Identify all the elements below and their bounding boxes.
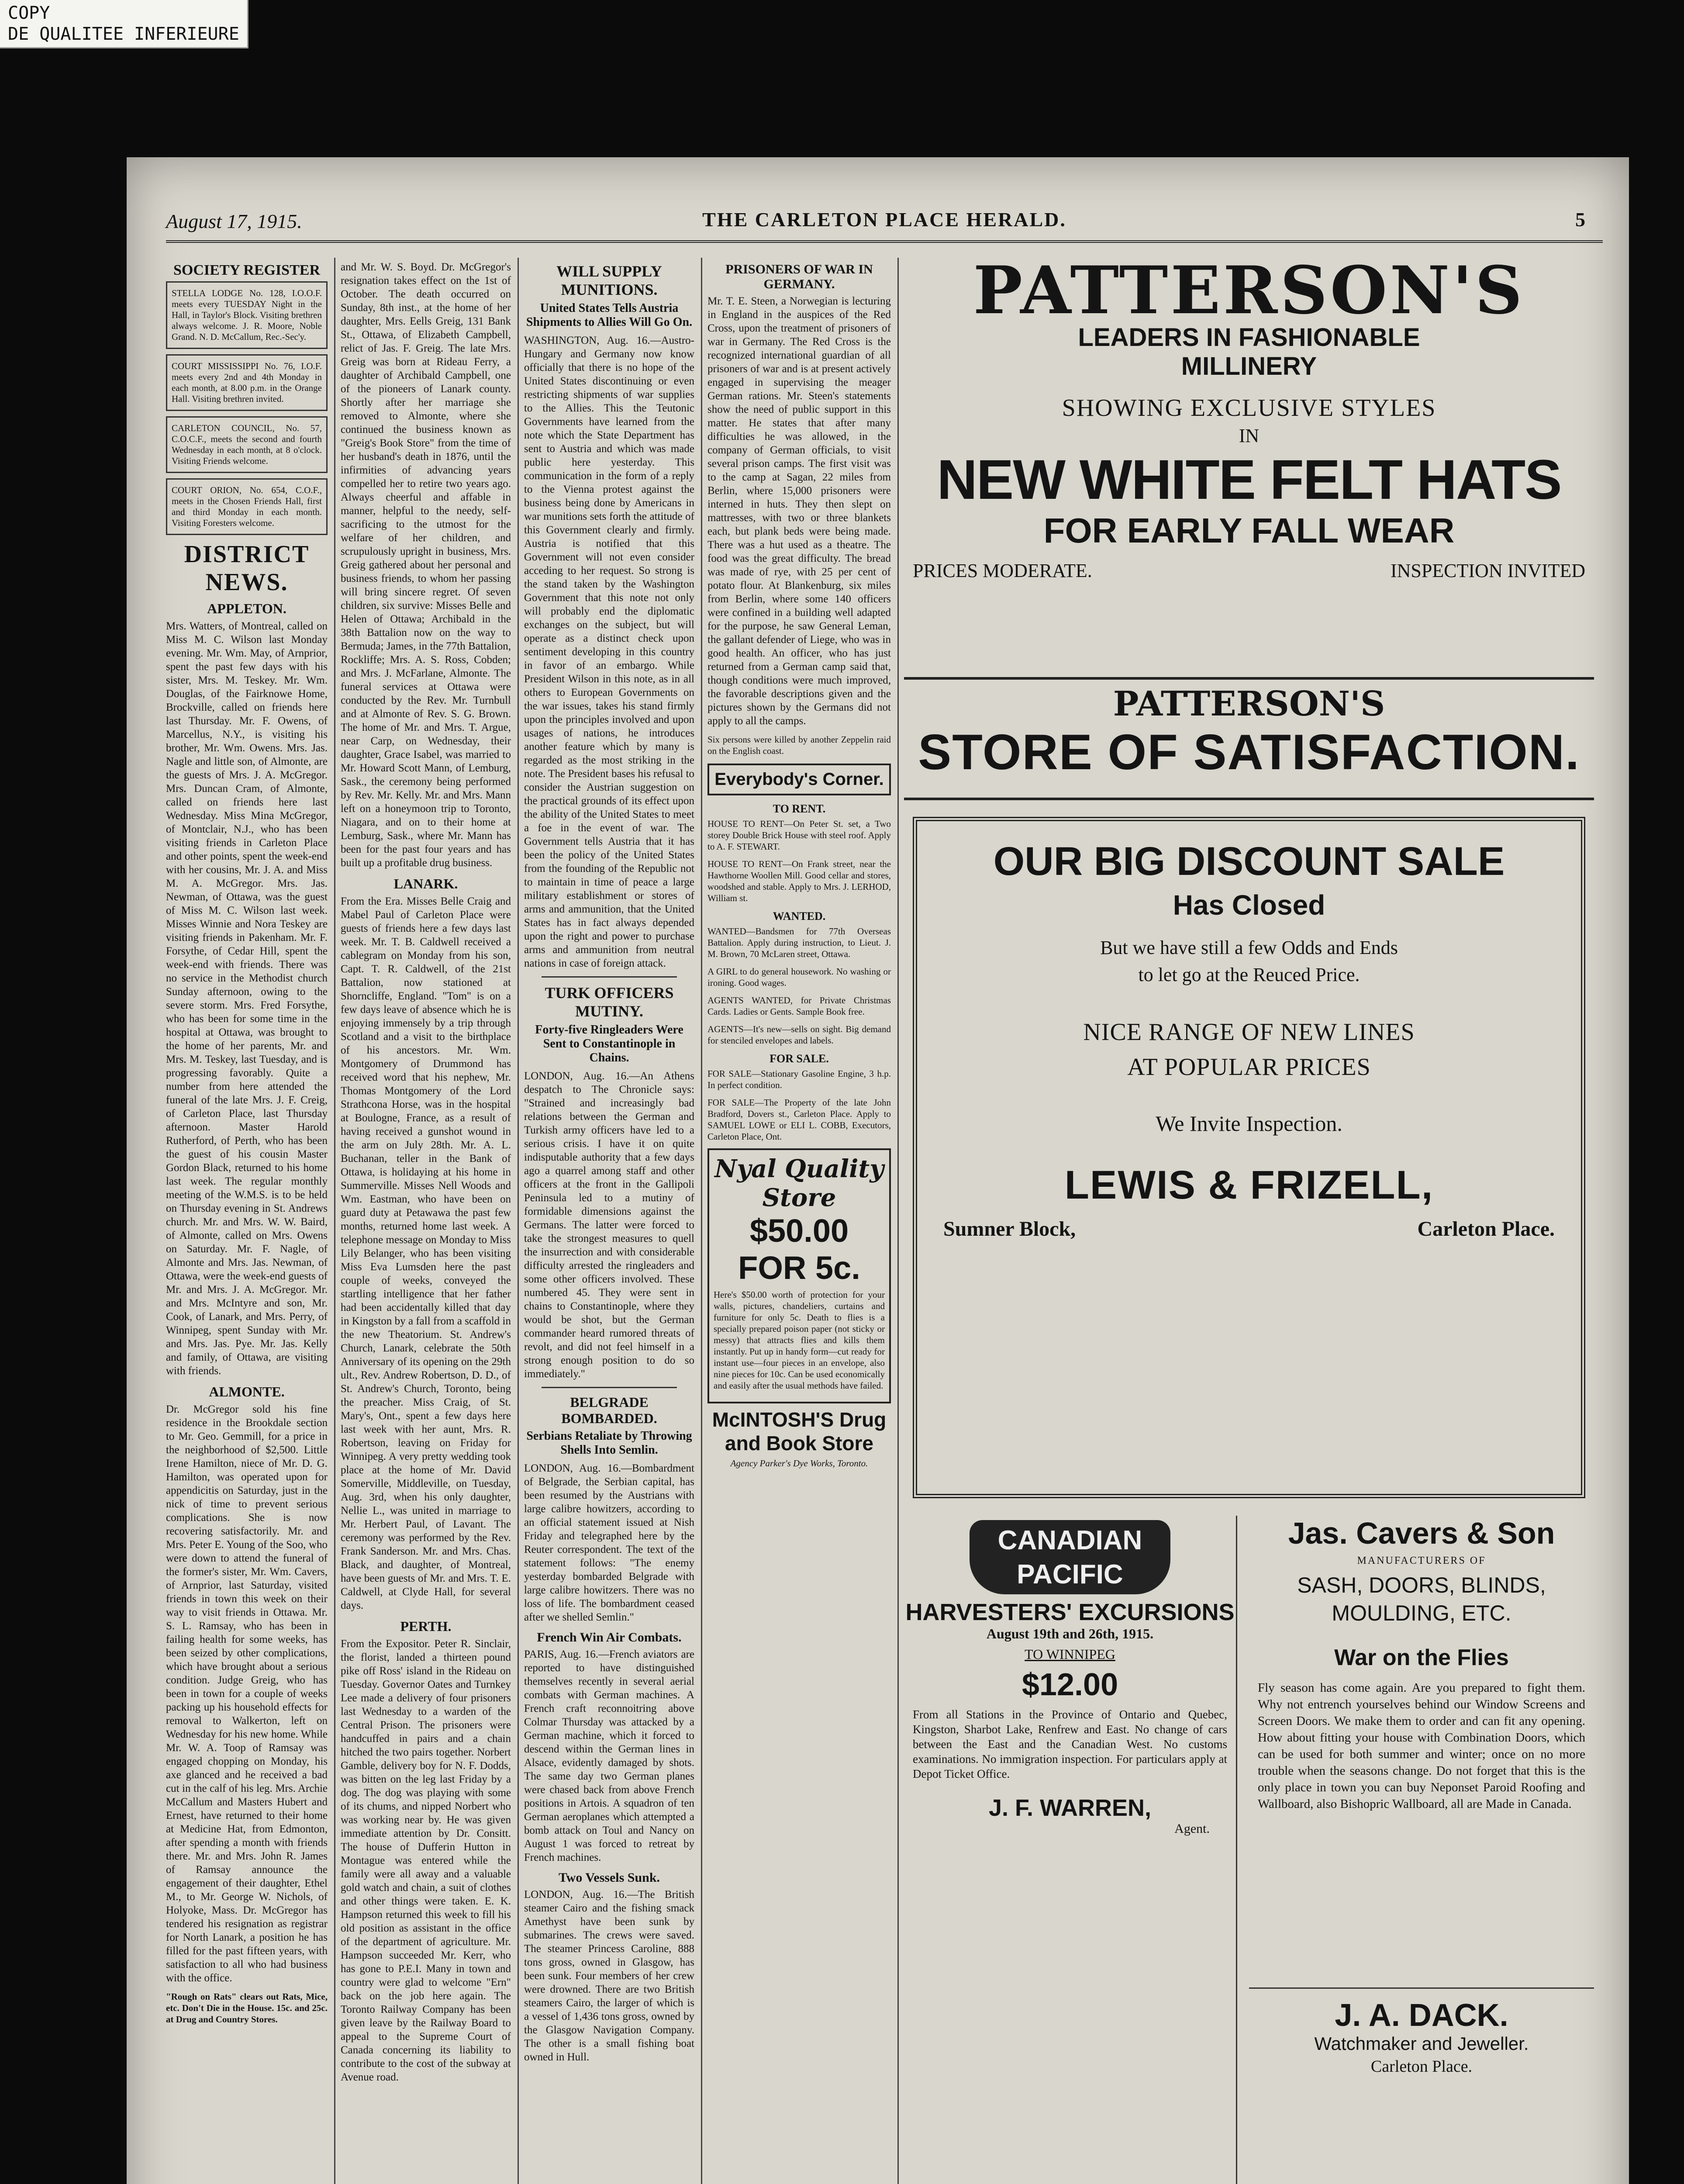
belgrade-text: LONDON, Aug. 16.—Bombardment of Belgrade, the Serbian capital, has been resumed by the Austrians with large calibre howitzers, according to an official statement issued at Nish Friday and telegraphed here by the Reuter correspondent. The text of the statement follows: "The enemy yesterday bombarded Belgrade with large calibre howitzers. There was no loss of life. The bombardment ceased after we shelled Semlin." [524,1462,694,1623]
perth-text: From the Expositor. Peter R. Sinclair, the florist, landed a thirteen pound pike off Ross' island in the Rideau on Tuesday. Governor Oates and Turnkey Lee made a delivery of four prisoners last Wednesday to a warden of the Central Prison. The prisoners were handcuffed in pairs and a chain hitched the two pairs together. Norbert Gamble, delivery boy for N. F. Dodds, was bitten on the leg last Friday by a dog. The dog was playing with some of its chums, and nipped Norbert who was working near by. He was given immediate attention by Dr. Consitt. The house of Dufferin Hutton in Montague was entered while the family were all away and a valuable gold watch and chain, a suit of clothes and other things were taken. E. K. Hampson returned this week to fill his old position as assistant in the office of the department of agriculture. Mr. Hampson succeeded Mr. Kerr, who has gone to P.E.I. Many in town and country were glad to welcome "Ern" back on the job here again. The Toronto Railway Company has been given leave by the Railway Board to appeal to the Supreme Court of Canada concerning its liability to contribute to the cost of the subway at Avenue road. [341,1638,511,2083]
cpr-logo-line: CANADIAN [997,1525,1142,1555]
column-local-news [341,258,511,2184]
wanted-item: AGENTS—It's new—sells on sight. Big demand for stenciled envelopes and labels. [707,1024,891,1046]
local-news-text: and Mr. W. S. Boyd. Dr. McGregor's resignation takes effect on the 1st of October. The death occurred on Sunday, 8th inst., at the home of her daughter, Mrs. Eells Greig, 131 Bank St., Ottawa, of Elizabeth Campbell, relict of Jas. F. Greig. The late Mrs. Greig was born at Rideau Ferry, a daughter of Archibald Campbell, one of the pioneers of Lanark county. Shortly after her marriage she removed to Almonte, where she continued the business known as "Greig's Book Store" from the time of her husband's death in 1876, until the infirmities of advancing years compelled her to retire two years ago. Always cheerful and affable in manner, helpful to the needy, self-sacrificing to the utmost for the welfare of her children, and scrupulously upright in business, Mrs. Greig gathered about her personal and business friends, to whom her passing will bring sincere regret. Of seven children, six survive: Misses Belle and Helen of Ottawa; Archibald in the 38th Battalion now on the way to Bermuda; James, in the 77th Battalion, Rockliffe; Mrs. A. S. Ross, Cobden; and Mrs. J. McFarlane, Almonte. The funeral services at Ottawa were conducted by the Rev. Mr. Turnbull and at Almonte of Rev. S. G. Brown. The home of Mr. and Mrs. T. Argue, near Carp, on Wednesday, their daughter, Grace Isabel, was married to Mr. Howard Scott Mann, of Lemburg, Sask., the ceremony being performed by Rev. Mr. Kelly. Mr. and Mrs. Mann left on a honeymoon trip to Toronto, Niagara, and on to their home at Lemburg, Sask., where Mr. Mann has been for the past four years and has built up a profitable drug business. [341,261,511,869]
vessels-text: LONDON, Aug. 16.—The British steamer Cairo and the fishing smack Amethyst have been sunk by submarines. The crews were saved. The steamer Princess Caroline, 888 tons gross, owned in Glasgow, has been sunk. Four members of her crew were drowned. There are two British steamers Cairo, the larger of which is a vessel of 1,436 tons gross, owned by the Glasgow Navigation Company. The other is a small fishing boat owned in Hull. [524,1889,694,2063]
lodge-text: COURT MISSISSIPPI No. 76, I.O.F. meets every 2nd and 4th Monday in each month, at 8.00 p.m. in the Orange Hall. Visiting brethren invited. [172,361,322,404]
war-on-flies: War on the Flies [1334,1645,1509,1670]
fall-wear-line: FOR EARLY FALL WEAR [1043,511,1455,550]
patterson-millinery-ad [904,258,1594,660]
firm-address [930,1208,1568,1250]
paper-name: THE CARLETON PLACE HERALD. [702,208,1066,231]
showing-styles: SHOWING EXCLUSIVE STYLES [1062,394,1436,422]
sale-item: FOR SALE—Stationary Gasoline Engine, 3 h.p. In perfect condition. [707,1068,891,1090]
cpr-logo-line: PACIFIC [1017,1559,1123,1590]
dack-trade: Watchmaker and Jeweller. [1314,2033,1529,2054]
lodge-text: CARLETON COUNCIL, No. 57, C.O.C.F., meets the second and fourth Wednesday in each month, at 8 o'clock. Visiting Friends welcome. [172,423,322,466]
agent-role: Agent. [1174,1821,1210,1836]
range-line: AT POPULAR PRICES [1127,1054,1371,1081]
divider [542,1387,677,1388]
munitions-headline: WILL SUPPLY MUNITIONS. [556,263,662,298]
patterson-leaders: LEADERS IN FASHIONABLE [1078,323,1420,352]
district-news-heading: DISTRICT NEWS. [184,541,310,596]
range-line: NICE RANGE OF NEW LINES [1083,1019,1415,1046]
patterson-store-ad [904,677,1594,800]
turk-subhead: Forty-five Ringleaders Were Sent to Constantinople in Chains. [535,1023,683,1064]
nyal-ad [707,1148,891,1403]
in-word: IN [1239,425,1260,446]
almonte-text: Dr. McGregor sold his fine residence in the Brookdale section to Mr. Geo. Gemmill, for a price in the neighborhood of $2,500. Little Irene Hamilton, niece of Mr. D. G. Hamilton, was operated upon for appendicitis on Saturday, just in the nick of time to prevent serious complications. She is now recovering satisfactorily. Mr. and Mrs. Peter E. Young of the Soo, who were down to attend the funeral of the former's sister, Mr. Wm. Cavers, of Arnprior, last Saturday, visited friends in town this week on their way to visit friends in Ottawa. Mr. S. L. Ramsay, who has been in failing health for some weeks, has been seized by other complications, which have brought about a serious condition. Judge Greig, who has been in town for a couple of weeks packing up his household effects for removal to Walkerton, left on Wednesday for his new home. While Mr. W. A. Toop of Ramsay was engaged chopping on Monday, his axe glanced and he received a bad cut in the calf of his leg. Mrs. Archie McCallum and Masters Hubert and Ernest, have returned to their home at Medicine Hat, from Edmonton, after spending a month with friends there. Mr. and Mrs. John R. James of Ramsay announce the engagement of their daughter, Ethel M., to Mr. George W. Nichols, of Holyoke, Mass. Dr. McGregor has tendered his resignation as registrar for North Lanark, a position he has filled for the past fifteen years, with satisfaction to all who had business with the office. [166,1403,328,1984]
belgrade-subhead: Serbians Retaliate by Throwing Shells Into Semlin. [526,1429,692,1457]
prisoners-headline: PRISONERS OF WAR IN GERMANY. [725,262,873,291]
dack-ad [1249,1987,1594,2163]
munitions-subhead: United States Tells Austria Shipments to Allies Will Go On. [526,301,693,329]
cavers-products: MOULDING, ETC. [1332,1601,1511,1625]
divider [542,976,677,978]
everybodys-corner-heading: Everybody's Corner. [707,764,891,795]
rats-ad: "Rough on Rats" clears out Rats, Mice, etc. Don't Die in the House. 15c. and 25c. at Drug and Country Stores. [166,1991,328,2025]
lodge-notice [166,354,328,411]
lodge-notice [166,478,328,535]
rent-item: HOUSE TO RENT—On Frank street, near the Hawthorne Woollen Mill. Good cellar and stores, woodshed and stable. Apply to Mrs. J. LERHOD, William st. [707,859,891,903]
mcintosh-agency: Agency Parker's Dye Works, Toronto. [730,1458,868,1469]
column-war-news [524,258,694,2184]
discount-line: But we have still a few Odds and Ends [1100,937,1398,958]
inspection-invited: INSPECTION INVITED [1390,560,1585,581]
column-rule [897,258,899,2184]
page-number: 5 [1575,208,1585,231]
lodge-text: COURT ORION, No. 654, C.O.F., meets in the Chosen Friends Hall, first and third Monday in each month. Visiting Foresters welcome. [172,485,322,528]
felt-hats-headline: NEW WHITE FELT HATS [937,449,1561,511]
dack-place: Carleton Place. [1370,2057,1473,2076]
for-sale-heading: FOR SALE. [770,1052,829,1065]
label-line-copy: COPY [8,3,50,23]
label-line-quality: DE QUALITEE INFERIEURE [8,24,239,44]
prisoners-text: Mr. T. E. Steen, a Norwegian is lecturing in England in the auspices of the Red Cross, upon the treatment of prisoners of war in Germany. The Red Cross is the recognized international guardian of all prisoners of war and is at present actively engaged in supervising the meager German rations. Mr. Steen's statements show the need of public support in this matter. He states that after many difficulties he was allowed, in the company of German officials, to visit several prison camps. The first visit was to the camp at Sagan, 22 miles from Berlin, where 15,000 prisoners were interned in huts. They then slept on mattresses, with two or three blankets each, but plank beds were being made. There was a hut used as a theatre. The food was the great difficulty. The bread was made of rye, with 25 per cent of potato flour. At Blankenburg, six miles from Berlin, where some 140 officers were confined in a building well adapted for the purpose, he saw General Leman, the gallant defender of Liege, who was in good health. An officer, who has just returned from a German camp said that, though conditions were much improved, the favorable descriptions given and the pictures shown by the Germans did not apply to all the camps. [707,295,891,727]
column-rule [334,258,335,2184]
cavers-name: Jas. Cavers & Son [1288,1516,1555,1550]
nyal-logo: Nyal Quality Store [714,1154,884,1212]
lewis-frizell-ad [913,817,1585,1498]
manufacturers-of: MANUFACTURERS OF [1357,1555,1486,1566]
prices-moderate: PRICES MODERATE. [913,560,1092,581]
masthead [166,205,1603,243]
turk-text: LONDON, Aug. 16.—An Athens despatch to The Chronicle says: "Strained and increasingly bad relations between the German and Turkish army officers have led to a serious crisis. I have it on quite indisputable authority that a few days ago a quarrel among staff and other officers at the front in the Gallipoli Peninsula led to a mutiny of formidable dimensions against the Germans. The latter were forced to take the strongest measures to quell the insurrection and with considerable difficulty arrested the ringleaders and some other officers involved. These numbered 45. They were sent in chains to Constantinople, where they would be shot, but the German commander heard rumored threats of revolt, and did not feel himself in a strong enough position to do so immediately." [524,1070,694,1380]
perth-heading: PERTH. [400,1618,452,1634]
vessels-headline: Two Vessels Sunk. [558,1870,660,1885]
address-town: Carleton Place. [1417,1217,1555,1241]
patterson-millinery: MILLINERY [1181,352,1317,380]
zeppelin-note: Six persons were killed by another Zeppelin raid on the English coast. [707,734,891,756]
excursion-details: From all Stations in the Province of Ontario and Quebec, Kingston, Sharbot Lake, Renfrew and East. No change of cars between the East and the Canadian West. No customs examinations. No immigration inspection. For particulars apply at Depot Ticket Office. [913,1708,1227,1780]
cpr-logo [970,1520,1170,1594]
discount-line: to let go at the Reuced Price. [1138,964,1360,985]
canadian-pacific-ad [904,1516,1237,2184]
turk-headline: TURK OFFICERS MUTINY. [545,984,674,1020]
mcintosh-ad: McINTOSH'S Drug and Book Store [712,1408,887,1455]
wanted-item: A GIRL to do general housework. No washing or ironing. Good wages. [707,966,891,988]
agent-name: J. F. WARREN, [988,1795,1152,1821]
wanted-item: WANTED—Bandsmen for 77th Overseas Battalion. Apply during instruction, to Lieut. J. M. Brown, 70 McLaren street, Ottawa. [707,926,891,959]
lodge-text: STELLA LODGE No. 128, I.O.O.F. meets every TUESDAY Night in the Hall, in Taylor's Block. Visiting brethren always welcome. J. R. Moore, Noble Grand. N. D. McCallum, Rec.-Sec'y. [172,288,322,342]
lodge-notice [166,281,328,349]
belgrade-headline: BELGRADE BOMBARDED. [561,1394,657,1426]
column-society-district [166,258,328,2184]
cavers-text: Fly season has come again. Are you prepared to fight them. Why not entrench yourselves behind our Window Screens and Screen Doors. We make them to order and can fit any opening. How about fitting your house with Combination Doors, which can be used for both summer and winter; once on no more trouble when the seasons change. Do not forget that this is the only place in town you can buy Neponset Paroid Roofing and Wallboard, also Bishopric Wallboard, all are Made in Canada. [1258,1681,1585,1811]
appleton-text: Mrs. Watters, of Montreal, called on Miss M. C. Wilson last Monday evening. Mr. Wm. May, of Arnprior, spent the past few days with his sister, Mrs. M. Teskey. Mr. Wm. Douglas, of the Fairknowe Home, Brockville, called on friends here last Thursday. Mr. F. Owens, of Marcellus, N.Y., is visiting his brother, Mr. Wm. Owens. Mrs. Jas. Nagle and little son, of Almonte, are the guests of Mrs. J. A. McGregor. Mrs. Duncan Cram, of Almonte, called on friends here last Wednesday. Miss Mina McGregor, of Montclair, N.J., who has been visiting friends in Carleton Place and other points, spent the week-end with her cousins, Mr. J. A. and Miss M. A. McGregor. Mrs. Jas. Newman, of Ottawa, was the guest of Miss M. C. Wilson last week. Misses Winnie and Nora Teskey are visiting friends in Pakenham. Mr. F. Forsythe, of Cedar Hill, spent the week-end with friends. There was no service in the Methodist church Sunday afternoon, owing to the severe storm. Mrs. Fred Forsythe, who has been for some time in the hospital at Ottawa, was brought to the home of her parents, Mr. and Mrs. M. Teskey, last Tuesday, and is progressing favorably. Quite a number from here attended the funeral of the late Mrs. J. F. Creig, of Carleton Place, last Thursday afternoon. Master Harold Rutherford, of Perth, who has been the guest of his cousin Master Gordon Black, returned to his home last week. The regular monthly meeting of the W.M.S. is to be held on Thursday evening in St. Andrews church. Mr. and Mrs. W. W. Baird, of Almonte, called on Mrs. Owens on Saturday. Mr. F. Nagle, of Almonte and Mrs. Jas. Newman, of Ottawa, were the week-end guests of Mr. and Mrs. J. A. McGregor. Mr. and Mrs. McIntyre and son, Mr. Cook, of Lanark, and Mrs. Perry, of Winnipeg, spent Sunday with Mr. and Mrs. Jas. Pye. Mr. Jas. Kelly and family, of Ottawa, are visiting with friends. [166,620,328,1377]
invite-inspection: We Invite Inspection. [1156,1111,1342,1136]
rent-item: HOUSE TO RENT—On Peter St. set, a Two storey Double Brick House with steel roof. Apply to A. F. STEWART. [707,819,891,852]
price-inspection-row [904,551,1594,582]
nyal-price: $50.00 FOR 5c. [738,1213,860,1286]
advertisement-area [904,258,1594,2184]
dack-name: J. A. DACK. [1335,1998,1508,2033]
address-block: Sumner Block, [943,1217,1076,1241]
newspaper-page [127,157,1629,2184]
discount-title: OUR BIG DISCOUNT SALE [993,839,1505,884]
fare-price: $12.00 [1021,1667,1118,1702]
wanted-item: AGENTS WANTED, for Private Christmas Cards. Ladies or Gents. Sample Book free. [707,995,891,1017]
firm-name: LEWIS & FRIZELL, [1064,1163,1434,1207]
store-of-satisfaction: STORE OF SATISFACTION. [918,725,1580,780]
french-text: PARIS, Aug. 16.—French aviators are reported to have distinguished themselves recently in several aerial combats with German machines. A French craft reconnoitring above Colmar Thursday was attacked by a German machine, which it forced to descend within the German lines in Alsace, evidently damaged by shots. The same day two German planes were chased back from above French positions in Artois. A squadron of ten German aeroplanes which attempted a bomb attack on Toul and Nancy on August 1 was forced to retreat by French machines. [524,1648,694,1863]
harvesters-excursions: HARVESTERS' EXCURSIONS [905,1599,1235,1625]
lodge-notice [166,416,328,473]
column-rule [518,258,519,2184]
patterson-title: PATTERSON'S [973,258,1525,329]
store-name: PATTERSON'S [1113,684,1385,724]
almonte-heading: ALMONTE. [209,1384,285,1400]
discount-closed: Has Closed [1173,889,1325,921]
column-prisoners-classifieds [707,258,891,2184]
cavers-ad [1249,1516,1594,1979]
excursion-dates: August 19th and 26th, 1915. [986,1626,1154,1641]
appleton-heading: APPLETON. [207,601,286,616]
sale-item: FOR SALE—The Property of the late John Bradford, Dovers st., Carleton Place. Apply to SAMUEL LOWE or ELI L. COBB, Executors, Carleton Place, Ont. [707,1097,891,1142]
lanark-heading: LANARK. [393,876,458,892]
wanted-heading: WANTED. [773,910,826,923]
cavers-products: SASH, DOORS, BLINDS, [1297,1573,1546,1597]
issue-date: August 17, 1915. [166,210,302,232]
munitions-text: WASHINGTON, Aug. 16.—Austro-Hungary and Germany now know officially that there is no hope of the United States discontinuing or even restricting shipments of war supplies to the Allies. This the Teutonic Governments have learned from the note which the State Department has sent to Austria and which was made public here yesterday. This communication in the form of a reply to the Vienna protest against the business being done by Americans in war munitions sets forth the attitude of this Government clearly and firmly. Austria is notified that this Government will not even consider acceding to her request. So strong is the stand taken by the Washington Government that this note not only will probably end the diplomatic exchanges on the subject, but will operate as a distinct check upon sentiment developing in this country in favor of an embargo. While President Wilson in this note, as in all others to European Governments on the war issues, takes his stand firmly upon the principles involved and upon usages of nations, he introduces another feature which by many is regarded as the most striking in the note. The President bases his refusal to consider the Austrian suggestion on the practical grounds of its effect upon the ability of the United States to meet a foe in the event of war. The Government tells Austria that it has been the policy of the United States from the founding of the Republic not to maintain in time of peace a large military establishment or stores of arms and ammunition, that the United States has in fact always depended upon the right and power to purchase arms and ammunition from neutral nations in case of foreign attack. [524,335,694,969]
column-rule [701,258,702,2184]
to-winnipeg: TO WINNIPEG [1025,1646,1115,1662]
to-rent-heading: TO RENT. [773,802,826,815]
french-headline: French Win Air Combats. [537,1630,682,1645]
nyal-text: Here's $50.00 worth of protection for your walls, pictures, chandeliers, curtains and furniture for only 5c. Death to flies is a specially prepared poison paper (not sticky or messy) that attracts flies and kills them instantly. Put up in handy form—cut ready for instant use—four pieces in an envelope, also nine pieces for 10c. Can be used economically and easily after the usual methods have failed. [714,1289,885,1391]
society-register-heading: SOCIETY REGISTER [173,262,320,278]
microfilm-quality-label [0,0,248,48]
lanark-text: From the Era. Misses Belle Craig and Mabel Paul of Carleton Place were guests of friends here a few days last week. Mr. T. B. Caldwell received a cablegram on Monday from his son, Capt. T. R. Caldwell, of the 21st Battalion, now stationed at Shorncliffe, England. "Tom" is on a few days leave of absence which he is enjoying immensely by a trip through Scotland and a visit to the birthplace of his ancestors. Mr. Wm. Montgomery of Drummond has received word that his nephew, Mr. Thomas Montgomery of the Lord Strathcona Horse, was in the hospital at Boulogne, France, as a result of having received a gunshot wound in the arm on July 28th. Mr. A. L. Buchanan, teller in the Bank of Ottawa, is holidaying at his home in Summerville. Misses Nell Woods and Wm. Eastman, who have been on guard duty at Petawawa the past few months, returned home last week. A telephone message on Monday to Miss Lily Belanger, who has been visiting Miss Eva Lumsden here the past couple of weeks, conveyed the startling intelligence that her father had been accidentally killed that day in Kingston by a fall from a scaffold in the new Theatorium. St. Andrew's Church, Lanark, celebrate the 50th Anniversary of its opening on the 29th ult., Rev. Andrew Robertson, D. D., of St. Andrew's Church, Toronto, being the preacher. Miss Craig, of St. Mary's, Ont., spent a few days here last week with her aunt, Mrs. R. Robertson, leaving on Friday for Winnipeg. A very pretty wedding took place at the home of Mr. David Somerville, Middleville, on Tuesday, Aug. 3rd, when his only daughter, Nellie L., was united in marriage to Mr. Herbert Paul, of Lavant. The ceremony was performed by the Rev. Frank Sanderson. Mr. and Mrs. Chas. Black, and daughter, of Montreal, have been guests of Mr. and Mrs. T. E. Caldwell, at Clyde Hall, for several days. [341,895,511,1611]
